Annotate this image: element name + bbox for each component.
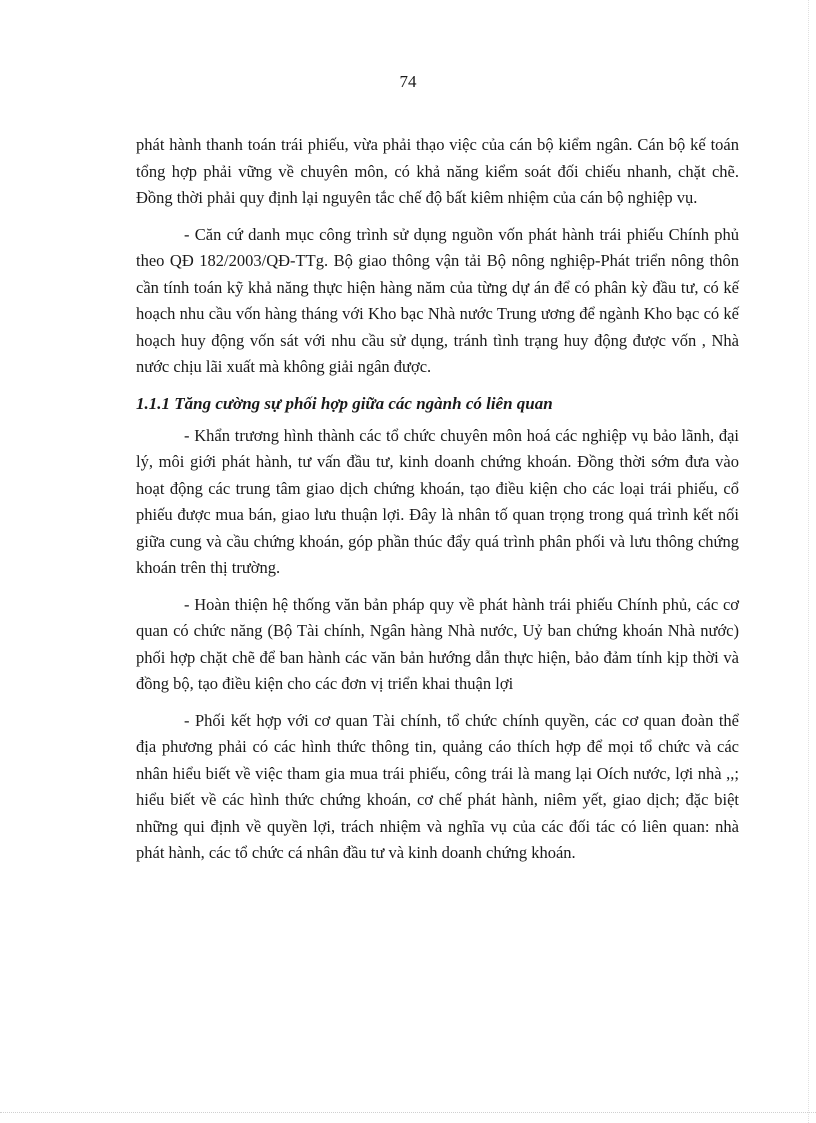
paragraph-legal-framework: - Hoàn thiện hệ thống văn bản pháp quy về phát hành trái phiếu Chính phủ, các cơ quan có chức năng (Bộ Tài chính, Ngân hàng Nhà nước, Uỷ ban chứng khoán Nhà nước) phối hợp chặt chẽ để ban hành các văn bản hướng dẫn thực hiện, bảo đảm tính kịp thời và đồng bộ, tạo điều kiện cho các đơn vị triển khai thuận lợi (136, 594, 739, 693)
page-content (136, 132, 739, 877)
section-heading: 1.1.1 Tăng cường sự phối hợp giữa các ngành có liên quan (136, 393, 553, 413)
bottom-dotted-border (0, 1112, 816, 1114)
paragraph-securities-organizations: - Khẩn trương hình thành các tổ chức chuyên môn hoá các nghiệp vụ bảo lãnh, đại lý, môi giới phát hành, tư vấn đầu tư, kinh doanh chứng khoán. Đồng thời sớm đưa vào hoạt động các trung tâm giao dịch chứng khoán, tạo điều kiện cho các loại trái phiếu, cổ phiếu được mua bán, giao lưu thuận lợi. Đây là nhân tố quan trọng trong quá trình kết nối giữa cung và cầu chứng khoán, góp phần thúc đẩy quá trình phân phối và lưu thông chứng khoán trên thị trường. (136, 425, 739, 577)
page-number: 74 (399, 72, 417, 91)
paragraph-budget-plan: - Căn cứ danh mục công trình sử dụng nguồn vốn phát hành trái phiếu Chính phủ theo QĐ 182/2003/QĐ-TTg. Bộ giao thông vận tải Bộ nông nghiệp-Phát triển nông thôn cần tính toán kỹ khả năng thực hiện hàng năm của từng dự án để có phân kỳ đầu tư, có kế hoạch nhu cầu vốn hàng tháng với Kho bạc Nhà nước Trung ương để ngành Kho bạc có kế hoạch huy động vốn sát với nhu cầu sử dụng, tránh tình trạng huy động được vốn , Nhà nước chịu lãi xuất mà không giải ngân được. (136, 224, 739, 376)
paragraph-public-information: - Phối kết hợp với cơ quan Tài chính, tổ chức chính quyền, các cơ quan đoàn thể địa phương phải có các hình thức thông tin, quảng cáo thích hợp để mọi tổ chức và các nhân hiểu biết về việc tham gia mua trái phiếu, công trái là mang lại Oích nước, lợi nhà ,,; hiểu biết về các hình thức chứng khoán, cơ chế phát hành, niêm yết, giao dịch; đặc biệt những qui định về quyền lợi, trách nhiệm và nghĩa vụ của các đối tác có liên quan: nhà phát hành, các tổ chức cá nhân đầu tư và kinh doanh chứng khoán. (136, 710, 739, 862)
right-dotted-border (808, 0, 810, 1123)
paragraph-continued: phát hành thanh toán trái phiếu, vừa phải thạo việc của cán bộ kiểm ngân. Cán bộ kế toán tổng hợp phải vững về chuyên môn, có khả năng kiểm soát đối chiếu nhanh, chặt chẽ. Đồng thời phải quy định lại nguyên tắc chế độ bất kiêm nhiệm của cán bộ nghiệp vụ. (136, 135, 739, 207)
